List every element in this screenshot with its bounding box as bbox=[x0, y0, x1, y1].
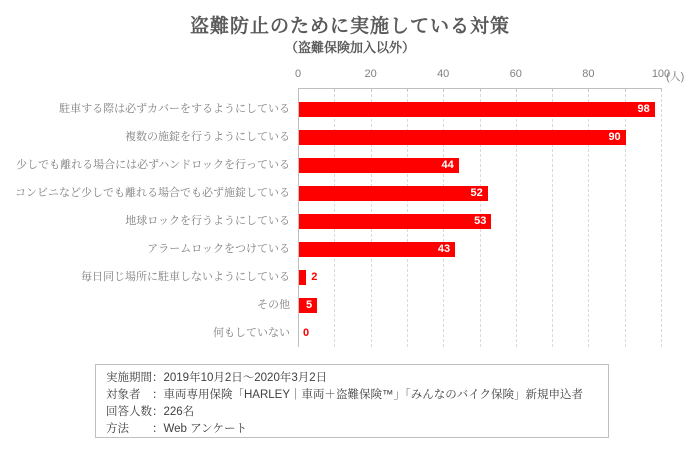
bar bbox=[299, 214, 491, 229]
footnote-line-period: 実施期間：2019年10月2日～2020年3月2日 bbox=[106, 372, 328, 384]
x-axis-tickmark bbox=[552, 88, 553, 91]
category-label: 複数の施錠を行うようにしている bbox=[125, 131, 290, 143]
bar bbox=[299, 158, 459, 173]
x-axis-tickmark bbox=[661, 88, 662, 91]
category-label: その他 bbox=[257, 299, 290, 311]
value-label: 52 bbox=[470, 187, 483, 199]
bar bbox=[299, 130, 626, 145]
x-axis-tickmark bbox=[334, 88, 335, 91]
category-label: 地球ロックを行うようにしている bbox=[125, 215, 290, 227]
category-label: 少しでも離れる場合には必ずハンドロックを行っている bbox=[16, 159, 290, 171]
value-label: 90 bbox=[608, 131, 621, 143]
x-axis-tickmark bbox=[407, 88, 408, 91]
bar bbox=[299, 186, 488, 201]
footnote-line-subjects: 対象者 ：車両専用保険「HARLEY｜車両＋盗難保険™」「みんなのバイク保険」新規申込者 bbox=[106, 389, 584, 401]
bar bbox=[299, 270, 306, 285]
x-tick-label: 20 bbox=[364, 68, 377, 80]
x-tick-label: 40 bbox=[437, 68, 450, 80]
gridline bbox=[661, 89, 662, 347]
x-axis-tickmark bbox=[443, 88, 444, 91]
value-label: 5 bbox=[306, 299, 313, 311]
category-label: アラームロックをつけている bbox=[147, 243, 290, 255]
value-label: 43 bbox=[437, 243, 451, 255]
footnote-line-method: 方法 ：Web アンケート bbox=[106, 423, 247, 435]
value-label: 53 bbox=[474, 215, 487, 227]
x-axis-tickmark bbox=[588, 88, 589, 91]
x-tick-label: 60 bbox=[509, 68, 522, 80]
x-axis-tickmark bbox=[371, 88, 372, 91]
category-label: 毎日同じ場所に駐車しないようにしている bbox=[81, 271, 290, 283]
bar bbox=[299, 298, 317, 313]
category-label: 何もしていない bbox=[213, 327, 290, 339]
x-axis-tickmark bbox=[625, 88, 626, 91]
x-axis-tickmark bbox=[516, 88, 517, 91]
category-label: コンビニなど少しでも離れる場合でも必ず施錠している bbox=[15, 187, 290, 199]
x-axis-unit-label: (人) bbox=[666, 71, 685, 83]
value-label: 2 bbox=[311, 270, 318, 283]
category-label: 駐車する際は必ずカバーをするようにしている bbox=[59, 103, 290, 115]
chart-subtitle: （盗難保険加入以外） bbox=[284, 40, 415, 55]
x-tick-label: 80 bbox=[582, 68, 595, 80]
value-label: 0 bbox=[303, 326, 310, 339]
gridline bbox=[625, 89, 626, 347]
value-label: 44 bbox=[441, 159, 454, 171]
chart-title: 盗難防止のために実施している対策 bbox=[189, 16, 510, 37]
value-label: 98 bbox=[637, 103, 650, 115]
x-tick-label: 100 bbox=[651, 68, 671, 80]
footnote-line-respondents: 回答人数：226名 bbox=[106, 406, 195, 418]
bar bbox=[299, 242, 455, 257]
x-axis-tickmark bbox=[480, 88, 481, 91]
gridline bbox=[552, 89, 553, 347]
gridline bbox=[588, 89, 589, 347]
bar bbox=[299, 102, 655, 117]
gridline bbox=[516, 89, 517, 347]
footnote-box bbox=[95, 364, 609, 438]
x-tick-label: 0 bbox=[294, 68, 302, 80]
